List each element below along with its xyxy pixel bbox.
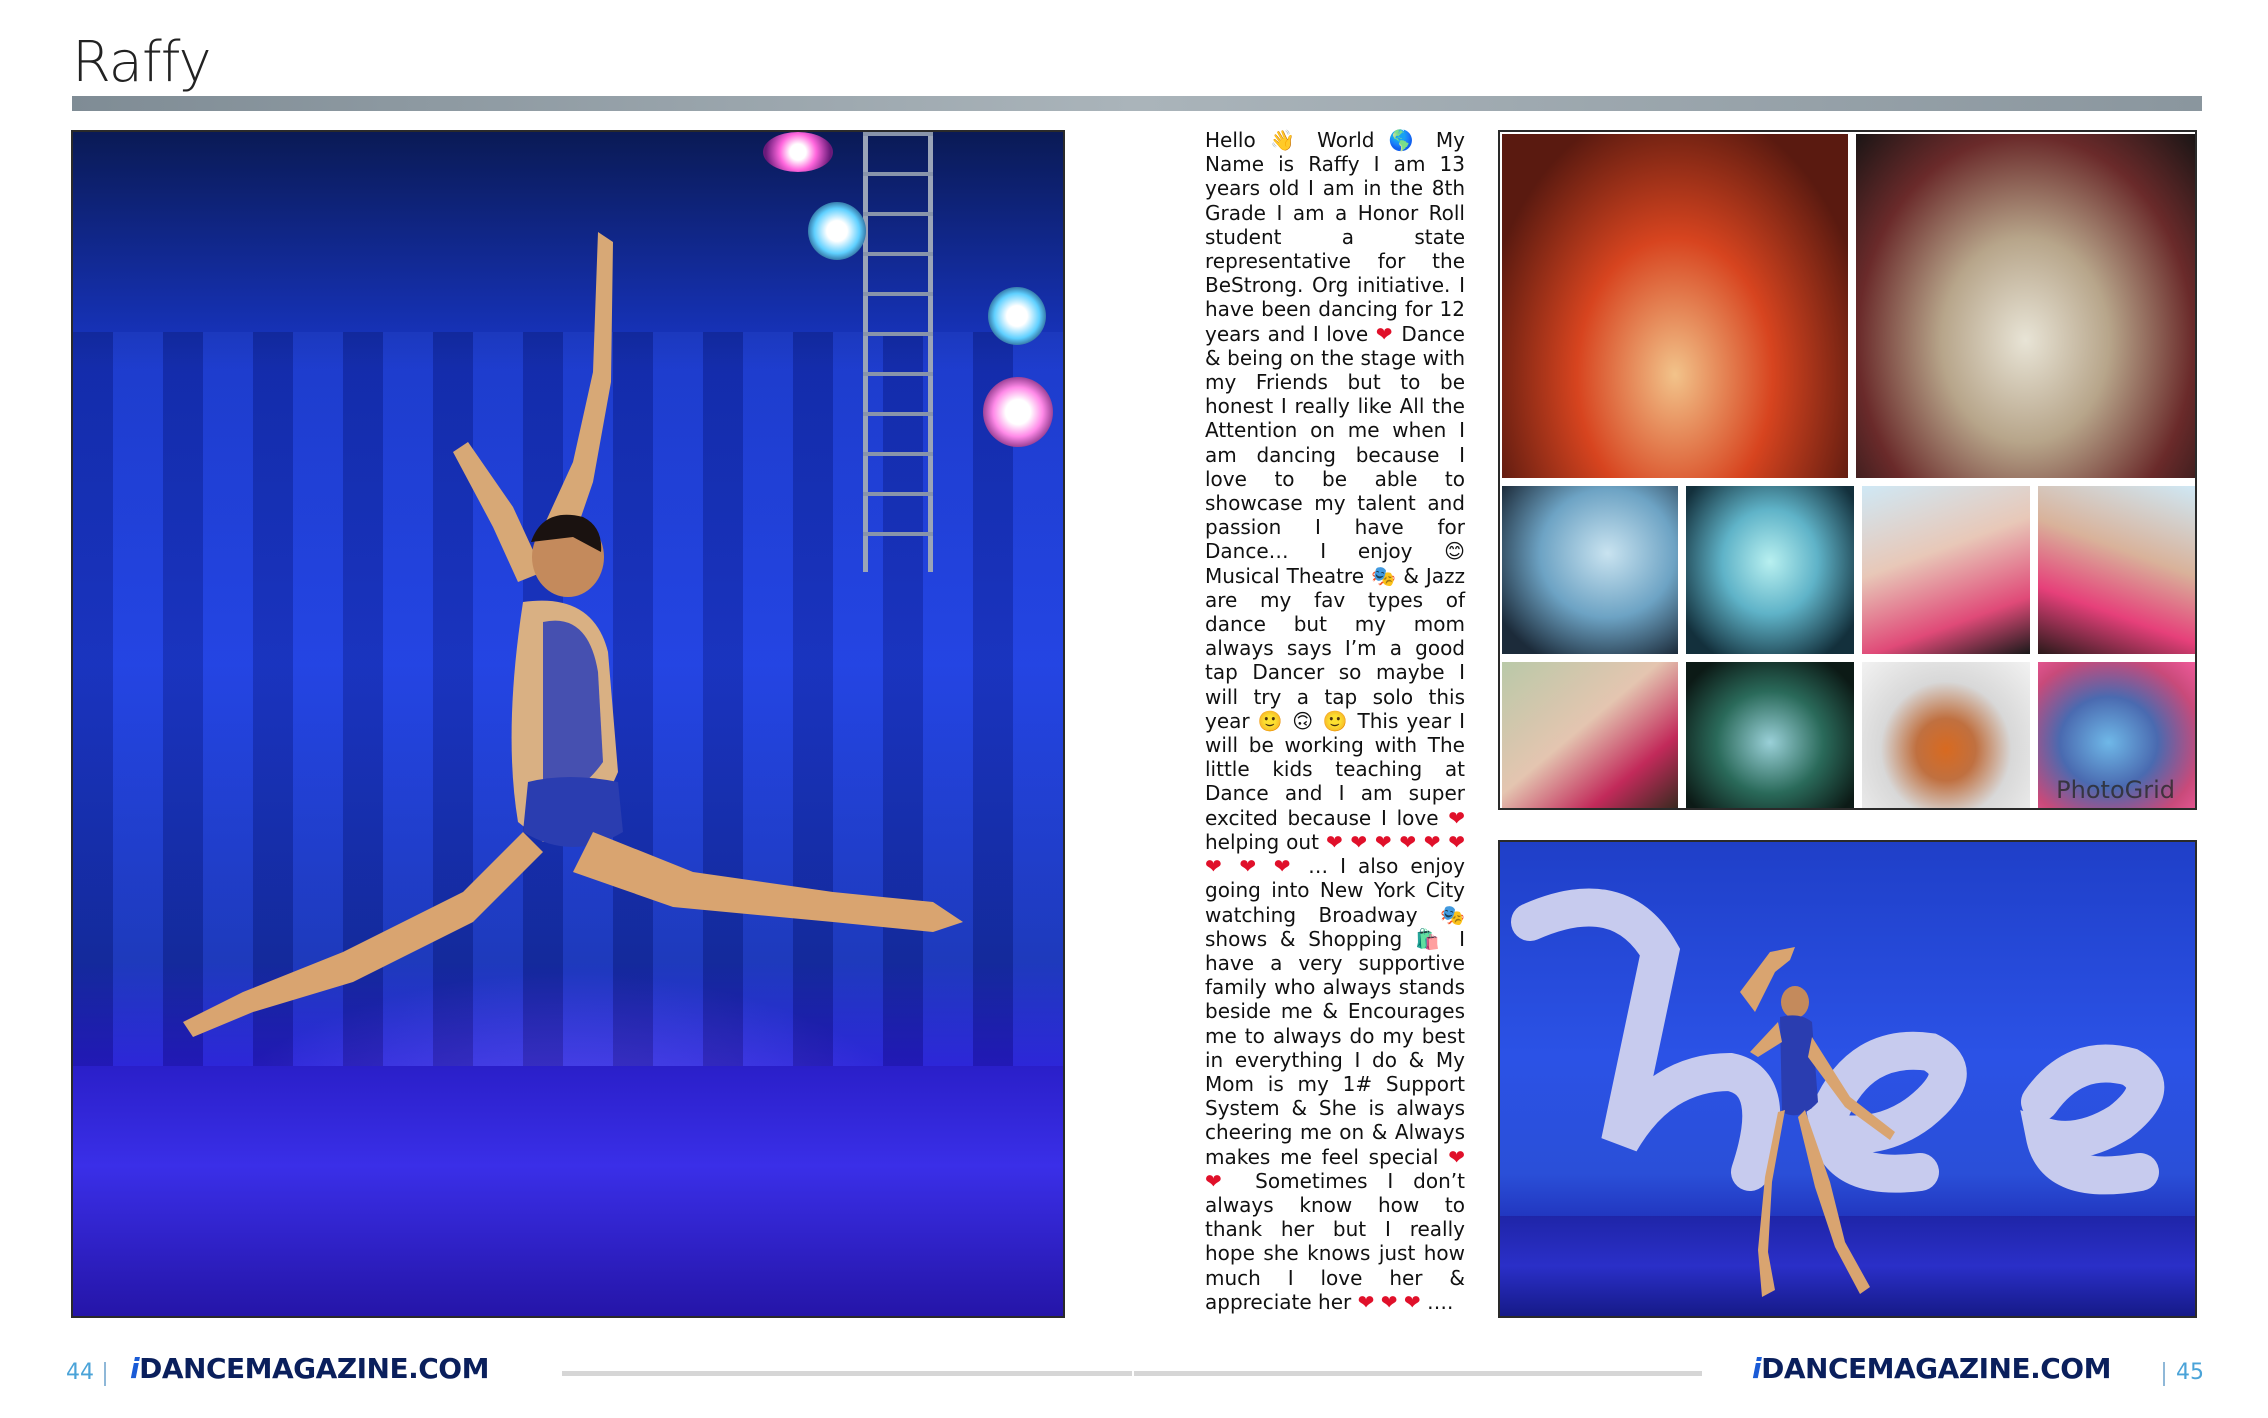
article-text-run: Dance & being on the stage with my Friends but to be honest I really like All the Attention on me when I am dancing because I love to be able to showcase my talent and passion I have for Dance… I enjoy 😊 Musical Theatre 🎭 & Jazz are my fav types of dance but my mom always says I’m a good tap Dancer so maybe I will try a tap solo this year 🙂 🙃 🙂 This year I will be working with The little kids teaching at Dance and I am super excited because I love: [1205, 321, 1465, 830]
brand-i: i: [1752, 1352, 1762, 1385]
collage-photo-selfie: [1862, 486, 2030, 654]
article-text-run: Sometimes I don’t always know how to thank her but I really hope she knows just how much I love her & appreciate her: [1205, 1168, 1465, 1314]
heart-emoji: ❤: [1448, 805, 1465, 830]
collage-photo-selfie: [1502, 662, 1678, 808]
heart-emoji: ❤ ❤: [1205, 1144, 1465, 1193]
page-title: Raffy: [72, 30, 211, 95]
footer-separator: [104, 1362, 106, 1386]
brand-logo-right: [1752, 1352, 2111, 1385]
posing-dancer-figure: [1500, 842, 2197, 1318]
collage-watermark: PhotoGrid: [2056, 776, 2175, 804]
heart-emoji: ❤ ❤ ❤ ❤ ❤ ❤ ❤ ❤ ❤: [1205, 829, 1465, 879]
footer-rule: [562, 1371, 1132, 1376]
collage-photo-selfie: [2038, 486, 2195, 654]
collage-photo-concert-stage: [1856, 134, 2195, 478]
heart-emoji: ❤ ❤ ❤: [1357, 1289, 1421, 1314]
photo-collage: [1498, 130, 2197, 810]
brand-name: DANCEMAGAZINE.COM: [139, 1352, 489, 1385]
page-number-left: 44: [66, 1360, 94, 1385]
article-text-run: ….: [1420, 1289, 1454, 1314]
leaping-dancer-figure: [73, 132, 1065, 1318]
main-dancer-photo: [71, 130, 1065, 1318]
collage-photo-stage-screen: [1686, 486, 1854, 654]
article-text-run: … I also enjoy going into New York City watching Broadway 🎭 shows & Shopping 🛍️ I have a very supportive family who always stands beside me & Encourages me to always do my best in everything I do & My Mom is my 1# Support System & She is always cheering me on & Always makes me feel special: [1205, 854, 1466, 1169]
page-number-right: 45: [2176, 1360, 2204, 1385]
brand-i: i: [130, 1352, 140, 1385]
article-body-text: [1205, 128, 1465, 1314]
collage-photo-stage-screen: [1502, 486, 1678, 654]
brand-name: DANCEMAGAZINE.COM: [1761, 1352, 2111, 1385]
brand-logo-left: [130, 1352, 489, 1385]
heart-emoji: ❤: [1375, 321, 1394, 346]
collage-photo-concert-red: [1502, 134, 1848, 478]
collage-photo-costume-figure: [1862, 662, 2030, 808]
footer-rule: [1134, 1371, 1702, 1376]
collage-photo-costume-figure: [1686, 662, 1854, 808]
article-text-run: Hello 👋 World 🌎 My Name is Raffy I am 13 years old I am in the 8th Grade I am a Honor Roll student a state representative for the BeStrong. Org initiative. I have been dancing for 12 years and I love: [1205, 128, 1465, 346]
article-text-run: helping out: [1205, 829, 1326, 854]
title-rule: [72, 96, 2202, 111]
footer-separator: [2163, 1362, 2165, 1386]
stage-dancer-photo: [1498, 840, 2197, 1318]
